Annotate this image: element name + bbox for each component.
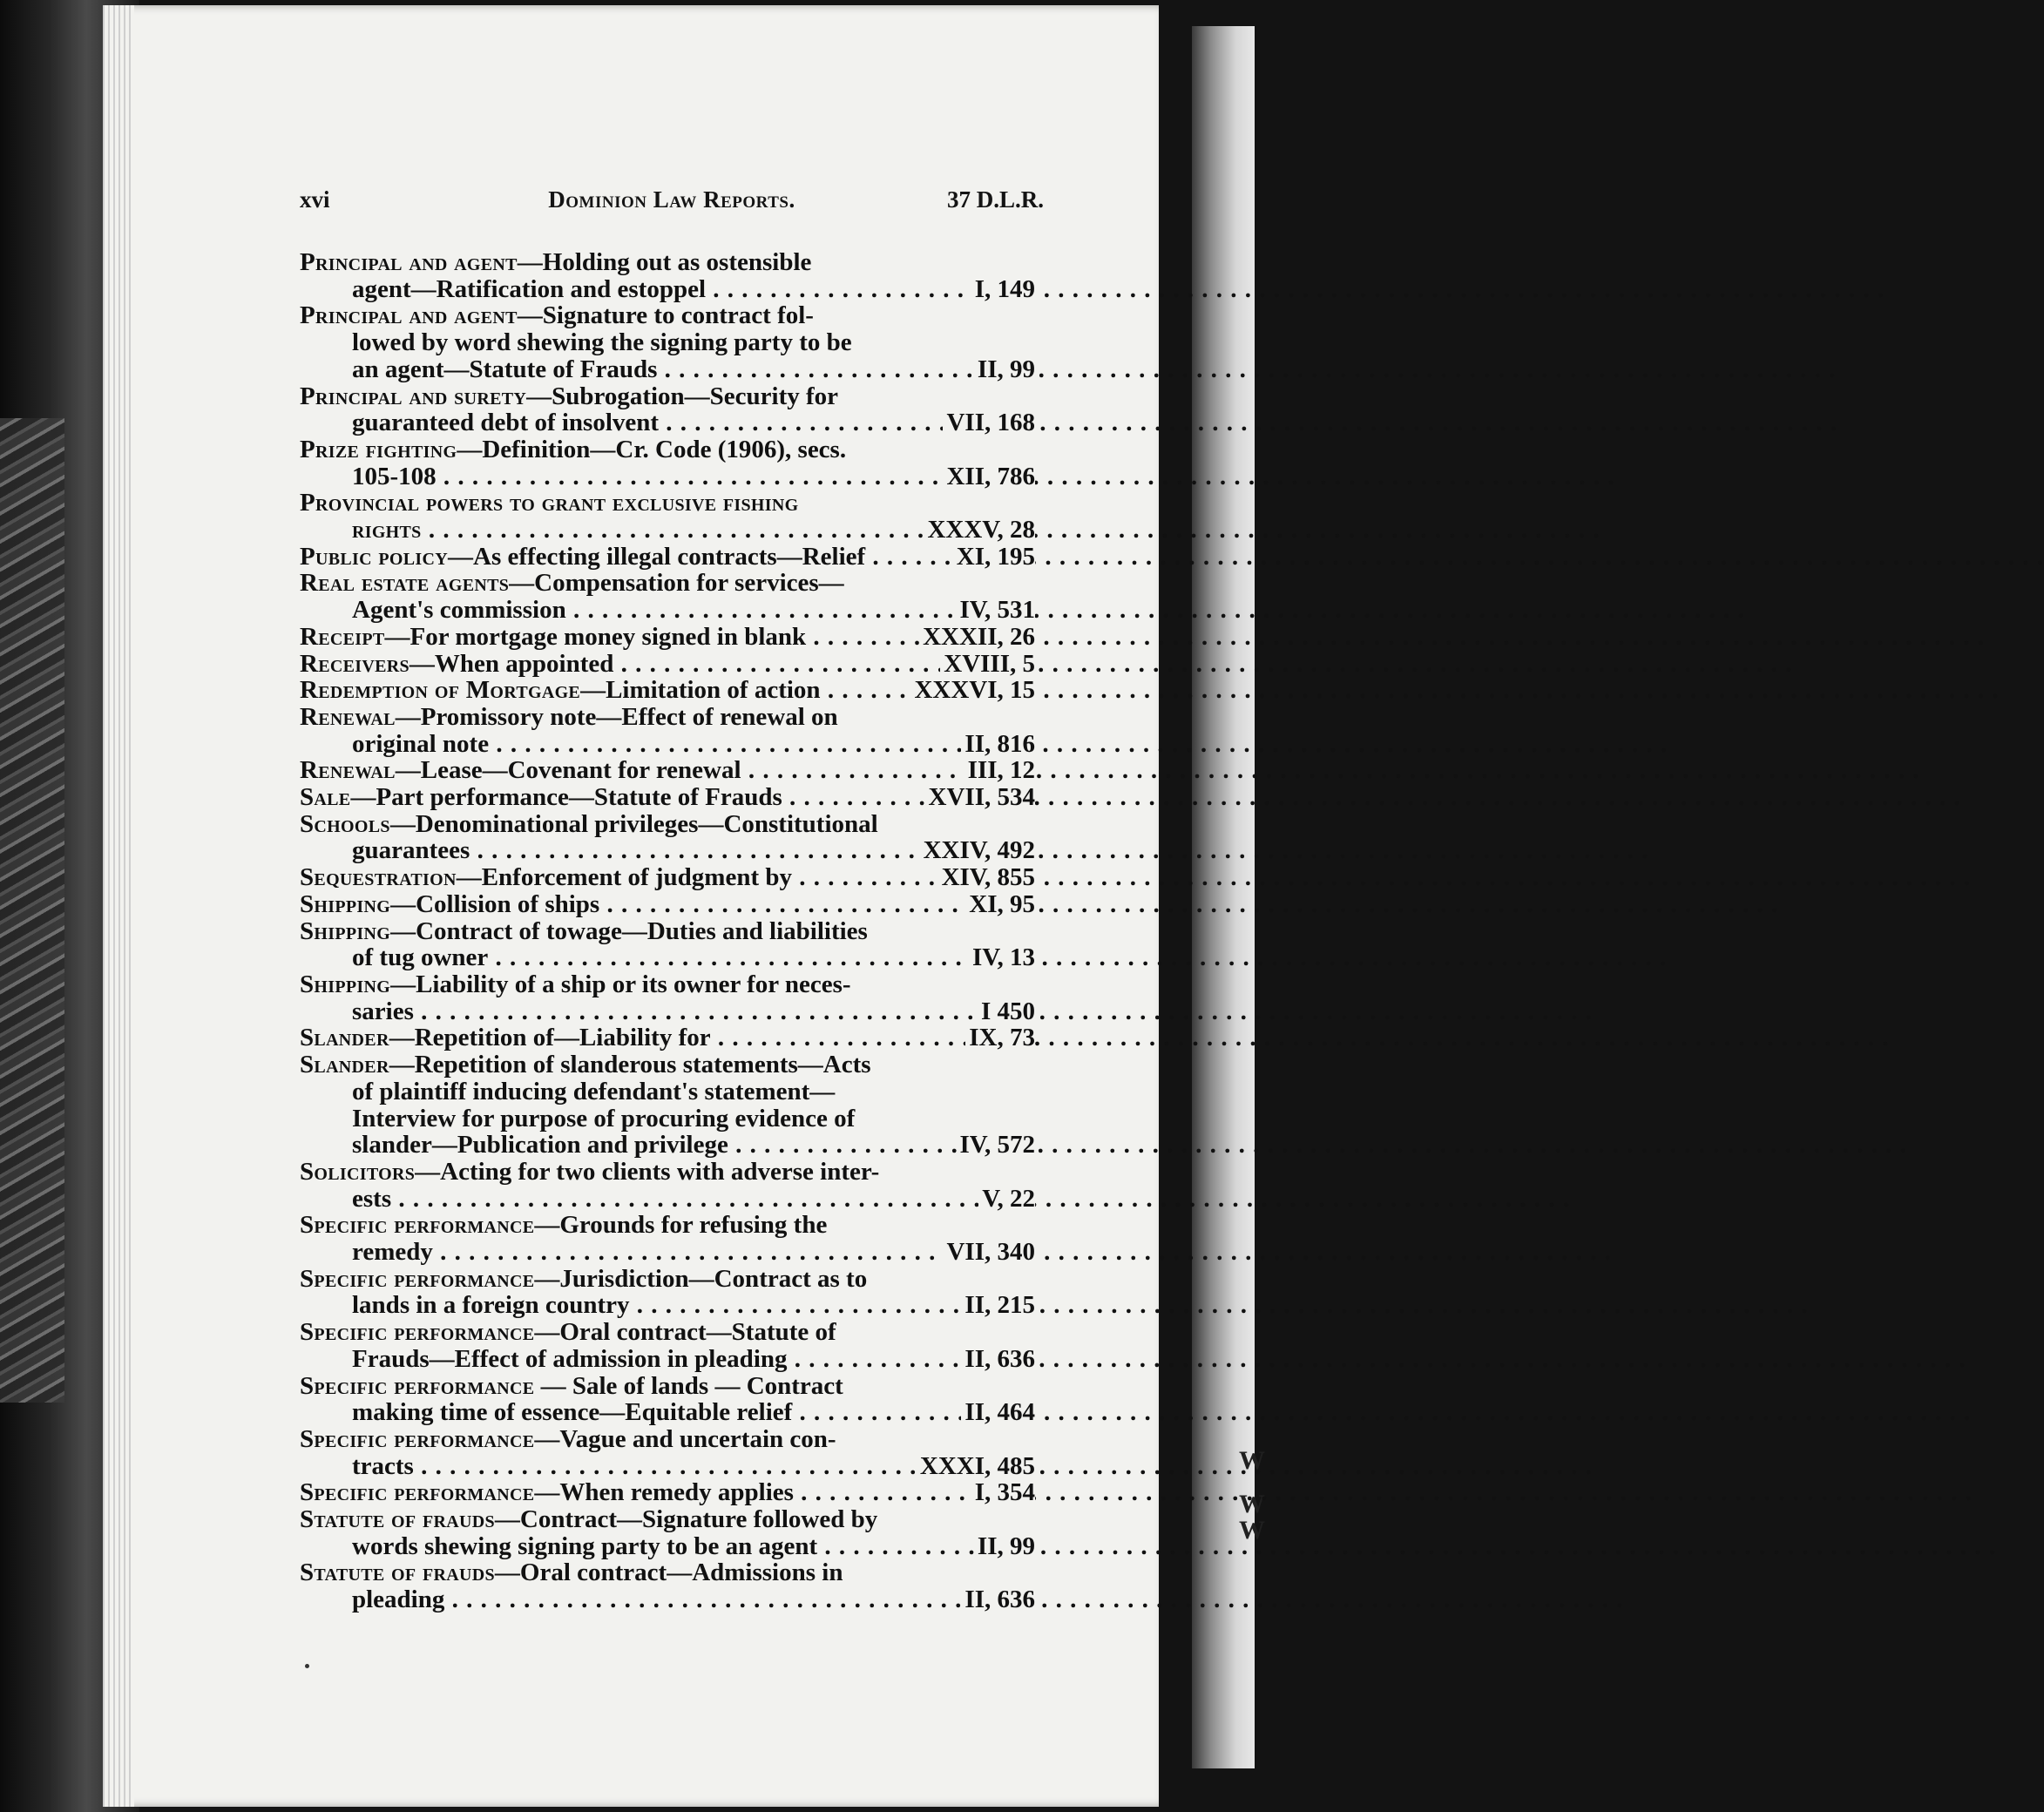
entry-heading: Specific performance — [300, 1424, 535, 1453]
entry-text — [300, 436, 910, 490]
entry-heading: Renewal — [300, 756, 396, 785]
entry-text — [300, 544, 910, 571]
entry-reference: I, 149 — [971, 276, 1035, 303]
entry-subject: —Limitation of action — [580, 676, 821, 705]
entry-text — [300, 784, 910, 811]
entry-reference: XI, 95 — [965, 891, 1035, 918]
entry-first-line — [300, 1318, 836, 1346]
entry-last-line — [352, 1346, 944, 1373]
entry-first-line — [300, 1265, 867, 1293]
entry-subject: —Signature to contract fol- — [517, 301, 814, 330]
index-entry — [300, 704, 1040, 757]
entry-subject-end: agent—Ratification and estoppel — [352, 274, 706, 303]
entry-last-line — [300, 757, 892, 784]
entry-reference: XXXV, 28 — [924, 517, 1035, 544]
index-entry — [300, 918, 1040, 971]
entry-text — [300, 624, 910, 651]
entry-subject: —Vague and uncertain con- — [534, 1424, 836, 1453]
index-entry — [300, 1373, 1040, 1426]
entry-first-line — [300, 1558, 843, 1586]
facing-page-glyph: W — [1239, 1516, 1265, 1545]
entry-subject: —Liability of a ship or its owner for neces- — [390, 970, 851, 998]
entry-heading: Receivers — [300, 649, 409, 678]
entry-last-line — [352, 1239, 944, 1266]
entry-text — [300, 1024, 910, 1051]
entry-text — [300, 918, 910, 971]
entry-last-line — [352, 1292, 944, 1319]
index-entry — [300, 249, 1040, 302]
entry-first-line — [300, 810, 878, 838]
entry-last-line — [352, 1132, 944, 1159]
entry-last-line — [300, 864, 892, 891]
index-entry — [300, 383, 1040, 436]
entry-subject: —Jurisdiction—Contract as to — [534, 1264, 868, 1293]
entry-subject-end: original note — [352, 729, 490, 758]
entry-reference: XIV, 855 — [938, 864, 1035, 891]
entry-reference: IV, 13 — [969, 944, 1035, 971]
entry-first-line — [300, 1505, 877, 1533]
entry-subject: —Contract—Signature followed by — [494, 1505, 878, 1534]
entry-reference: VII, 168 — [943, 409, 1035, 436]
entry-text — [300, 1559, 910, 1613]
entry-first-line — [300, 301, 814, 329]
entry-reference: XVIII, 5 — [940, 651, 1035, 678]
index-entry — [300, 1479, 1040, 1506]
entry-last-line — [352, 1533, 944, 1560]
entry-heading: Shipping — [300, 889, 391, 918]
index-entry — [300, 1051, 1040, 1159]
entry-first-line — [300, 382, 838, 410]
index-entry — [300, 1212, 1040, 1265]
entry-text — [300, 1479, 910, 1506]
entry-last-line — [352, 409, 944, 436]
entry-last-line — [352, 837, 944, 864]
entry-heading: Shipping — [300, 916, 391, 945]
index-entry — [300, 677, 1040, 704]
running-title: Dominion Law Reports. — [548, 186, 795, 213]
index-entry — [300, 302, 1040, 382]
entry-last-line — [352, 1399, 944, 1426]
entry-continuation: Interview for purpose of procuring evidence of — [352, 1104, 856, 1132]
index-entry — [300, 891, 1040, 918]
entry-last-line — [352, 463, 944, 490]
entry-heading: Sale — [300, 783, 351, 812]
entry-subject-end: saries — [352, 997, 414, 1025]
entry-first-line — [300, 917, 868, 945]
entry-last-line — [300, 784, 892, 811]
entry-reference: II, 464 — [961, 1399, 1035, 1426]
entry-reference: III, 12 — [964, 757, 1035, 784]
entry-reference: IV, 572 — [957, 1132, 1036, 1159]
entry-text — [300, 1426, 910, 1479]
entry-heading: Specific performance — [300, 1264, 535, 1293]
entry-subject: —Promissory note—Effect of renewal on — [395, 702, 838, 731]
entry-reference: II, 636 — [961, 1586, 1035, 1613]
entry-subject-end: guaranteed debt of insolvent — [352, 409, 660, 437]
index-entry — [300, 784, 1040, 811]
entry-subject-end: words shewing signing party to be an agent — [352, 1531, 818, 1560]
entry-text — [300, 1373, 910, 1426]
index-entry — [300, 757, 1040, 784]
entry-reference: I 450 — [978, 998, 1035, 1025]
entry-subject: —As effecting illegal contracts—Relief — [448, 542, 866, 571]
entry-first-line — [300, 1211, 827, 1239]
entry-subject: —Contract of towage—Duties and liabilities — [390, 916, 868, 945]
entry-reference: II, 99 — [974, 356, 1035, 383]
entry-reference: I, 354 — [971, 1479, 1035, 1506]
entry-last-line — [352, 1453, 944, 1480]
index-entry — [300, 490, 1040, 543]
entry-last-line — [352, 944, 944, 971]
entry-reference: XVII, 534 — [925, 784, 1035, 811]
entry-first-line — [300, 248, 811, 276]
entry-last-line — [300, 1024, 892, 1051]
entry-heading: Redemption of Mortgage — [300, 676, 581, 705]
entry-heading: Schools — [300, 809, 390, 838]
entry-text — [300, 1212, 910, 1265]
entry-subject-end: 105-108 — [352, 462, 437, 490]
entry-continuation: lowed by word shewing the signing party to be — [352, 328, 852, 357]
entry-subject-end: tracts — [352, 1451, 414, 1480]
entry-subject: —Definition—Cr. Code (1906), secs. — [457, 435, 847, 463]
entry-heading: Solicitors — [300, 1157, 416, 1186]
index-entry — [300, 1506, 1040, 1559]
entry-subject-end: an agent—Statute of Frauds — [352, 355, 658, 383]
index-entry — [300, 1159, 1040, 1212]
entry-subject: —Oral contract—Statute of — [534, 1318, 836, 1347]
entry-first-line — [300, 1425, 836, 1453]
entry-reference: XXXII, 26 — [919, 624, 1035, 651]
entry-subject: —Repetition of slanderous statements—Acts — [389, 1051, 871, 1079]
entry-continuation: of plaintiff inducing defendant's statement— — [352, 1077, 836, 1105]
entry-subject-end: rights — [352, 516, 422, 544]
entry-last-line — [352, 1586, 944, 1613]
entry-heading: Renewal — [300, 702, 396, 731]
entry-reference: XXXI, 485 — [917, 1453, 1035, 1480]
entry-heading: Slander — [300, 1024, 389, 1052]
entry-subject: —Denominational privileges—Constitutional — [389, 809, 878, 838]
entry-subject-end: pleading — [352, 1586, 445, 1614]
entry-heading: Prize fighting — [300, 435, 457, 463]
entry-text — [300, 757, 910, 784]
entry-subject-end: guarantees — [352, 836, 470, 865]
entry-subject: —When appointed — [409, 649, 614, 678]
entry-subject-end: Agent's commission — [352, 596, 566, 625]
entry-subject: —Acting for two clients with adverse inter- — [415, 1157, 880, 1186]
entry-reference: II, 99 — [974, 1533, 1035, 1560]
entry-text — [300, 249, 910, 302]
entry-subject: —Collision of ships — [390, 889, 600, 918]
entry-text — [300, 1266, 910, 1319]
entry-first-line — [300, 489, 798, 517]
entry-last-line — [352, 1186, 944, 1213]
entry-subject: —Subrogation—Security for — [526, 382, 839, 410]
entry-text — [300, 383, 910, 436]
entry-last-line — [300, 651, 892, 678]
entry-first-line — [300, 1158, 879, 1186]
entry-subject: —Part performance—Statute of Frauds — [350, 783, 782, 812]
index-entry — [300, 971, 1040, 1024]
entry-reference: VII, 340 — [943, 1239, 1035, 1266]
entry-last-line — [352, 356, 944, 383]
entry-reference: II, 816 — [961, 731, 1035, 758]
entry-last-line — [300, 544, 892, 571]
entry-last-line — [352, 517, 944, 544]
entry-subject: —Enforcement of judgment by — [456, 863, 793, 892]
entry-subject: —Compensation for services— — [509, 569, 844, 598]
entry-subject-end: remedy — [352, 1238, 433, 1267]
entry-heading: Principal and agent — [300, 301, 518, 330]
entry-heading: Shipping — [300, 970, 391, 998]
index-entry — [300, 811, 1040, 864]
entry-heading: Principal and agent — [300, 248, 518, 276]
entry-subject: —For mortgage money signed in blank — [384, 622, 807, 651]
entry-first-line — [300, 569, 844, 597]
entry-heading: Principal and surety — [300, 382, 527, 410]
entry-heading: Receipt — [300, 622, 385, 651]
facing-page-glyph: W — [1239, 1446, 1265, 1475]
entry-last-line — [352, 276, 944, 303]
entry-last-line — [300, 624, 892, 651]
entry-text — [300, 1159, 910, 1212]
page-header — [300, 186, 1044, 221]
entry-reference: II, 215 — [961, 1292, 1035, 1319]
entry-reference: XII, 786 — [943, 463, 1035, 490]
entry-reference: XXXVI, 15 — [910, 677, 1035, 704]
entry-subject: —When remedy applies — [534, 1478, 794, 1507]
marbled-endpaper — [0, 418, 64, 1403]
entry-heading: Slander — [300, 1051, 389, 1079]
entry-reference: XI, 195 — [953, 544, 1035, 571]
entry-heading: Public policy — [300, 542, 448, 571]
entry-heading: Specific performance — [300, 1211, 535, 1240]
entry-last-line — [352, 597, 944, 624]
index-entry — [300, 624, 1040, 651]
entry-subject-end: making time of essence—Equitable relief — [352, 1398, 793, 1427]
entry-first-line — [300, 1372, 843, 1400]
entry-reference: V, 22 — [978, 1186, 1035, 1213]
index-entry — [300, 651, 1040, 678]
entry-text — [300, 1506, 910, 1559]
entry-subject: —Repetition of—Liability for — [389, 1024, 711, 1052]
entry-heading: Specific performance — [300, 1478, 535, 1507]
entry-heading: Statute of frauds — [300, 1558, 495, 1587]
page-speck — [305, 1664, 309, 1668]
entry-first-line — [300, 970, 851, 998]
entry-text — [300, 1319, 910, 1372]
index-entry — [300, 1426, 1040, 1479]
entry-subject-end: ests — [352, 1184, 392, 1213]
entry-text — [300, 864, 910, 891]
index-entry — [300, 544, 1040, 571]
index-entry — [300, 1024, 1040, 1051]
entry-subject-end: Frauds—Effect of admission in pleading — [352, 1344, 788, 1373]
entry-subject-end: lands in a foreign country — [352, 1291, 630, 1320]
page-number: xvi — [300, 186, 330, 213]
entry-last-line — [300, 1479, 892, 1506]
index-entry — [300, 436, 1040, 490]
entry-heading: Statute of frauds — [300, 1505, 495, 1534]
entry-heading: Provincial powers to grant exclusive fishing — [300, 489, 799, 517]
entry-subject-end: slander—Publication and privilege — [352, 1131, 728, 1160]
entry-first-line — [300, 1051, 871, 1078]
entry-heading: Specific performance — [300, 1371, 535, 1400]
entry-text — [300, 570, 910, 623]
entry-heading: Real estate agents — [300, 569, 510, 598]
entry-text — [300, 302, 910, 382]
entry-subject: —Oral contract—Admissions in — [494, 1558, 843, 1587]
volume-label: 37 D.L.R. — [946, 186, 1044, 213]
index-entry — [300, 1319, 1040, 1372]
entry-heading: Sequestration — [300, 863, 457, 892]
entry-heading: Specific performance — [300, 1318, 535, 1347]
entry-text — [300, 971, 910, 1024]
entry-reference: XXIV, 492 — [920, 837, 1035, 864]
entry-first-line — [300, 436, 846, 463]
page-gutter — [103, 5, 134, 1807]
entry-reference: IV, 531 — [957, 597, 1036, 624]
entry-last-line — [300, 677, 892, 704]
facing-page-glyph: W — [1239, 1490, 1265, 1518]
entry-text — [300, 677, 910, 704]
entry-last-line — [352, 998, 944, 1025]
entry-subject: —Lease—Covenant for renewal — [395, 756, 741, 785]
entry-text — [300, 490, 910, 543]
entry-subject: — Sale of lands — Contract — [534, 1371, 843, 1400]
entry-last-line — [300, 891, 892, 918]
entry-text — [300, 651, 910, 678]
entry-reference: IX, 73 — [965, 1024, 1035, 1051]
entry-first-line — [300, 703, 838, 731]
index-entry — [300, 1266, 1040, 1319]
entry-last-line — [352, 731, 944, 758]
index-entry — [300, 864, 1040, 891]
entry-subject: —Grounds for refusing the — [534, 1211, 828, 1240]
entry-reference: II, 636 — [961, 1346, 1035, 1373]
index-entry — [300, 1559, 1040, 1613]
entry-text — [300, 811, 910, 864]
index-entry — [300, 570, 1040, 623]
entry-text — [300, 1051, 910, 1159]
entry-text — [300, 891, 910, 918]
index-list — [300, 249, 1040, 1613]
entry-text — [300, 704, 910, 757]
entry-subject-end: of tug owner — [352, 943, 489, 972]
entry-subject: —Holding out as ostensible — [517, 248, 812, 276]
